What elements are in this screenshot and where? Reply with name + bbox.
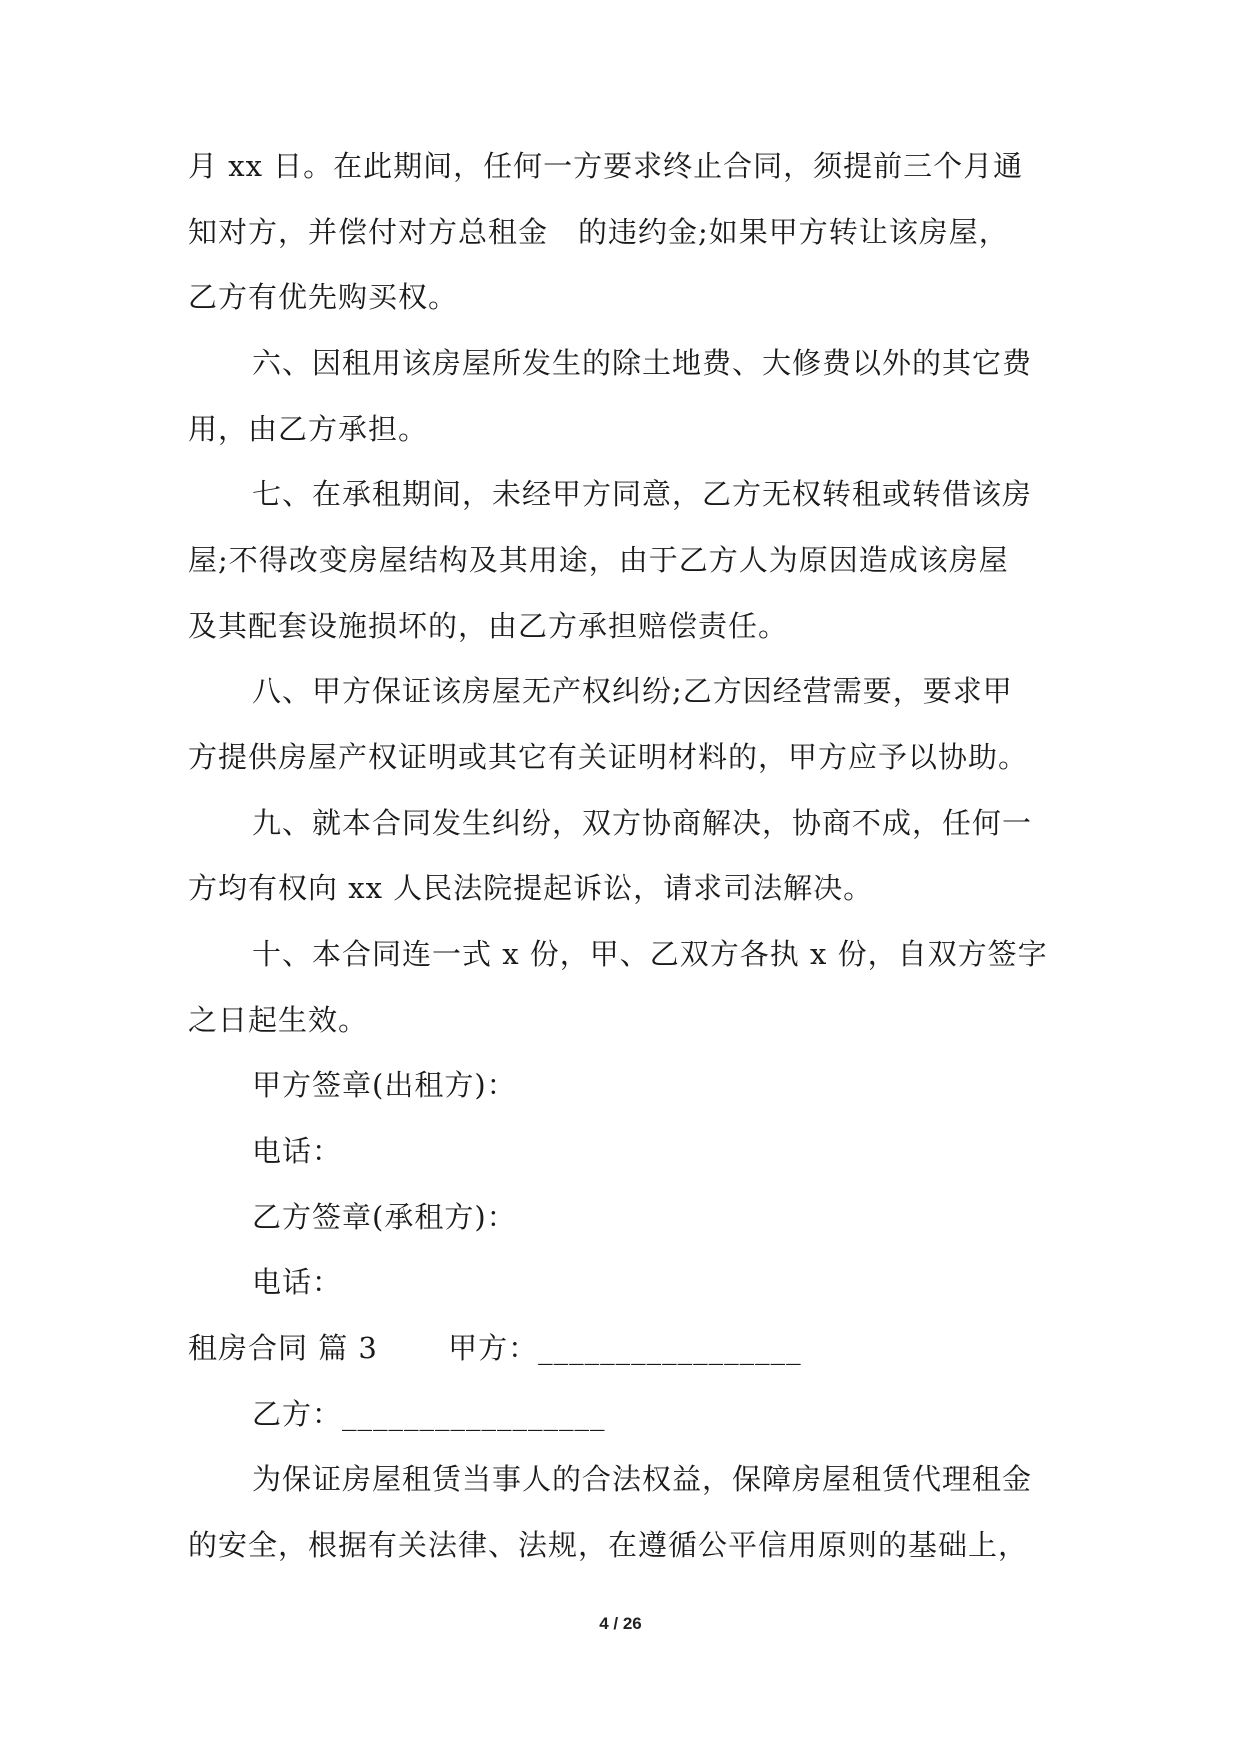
text-line: 七、在承租期间，未经甲方同意，乙方无权转租或转借该房 — [252, 477, 1033, 511]
phone-lessor-line: 电话： — [252, 1134, 343, 1168]
phone-lessee-line: 电话： — [252, 1265, 343, 1299]
signature-lessee-line: 乙方签章(承租方)： — [252, 1200, 517, 1234]
text-line: 用，由乙方承担。 — [188, 412, 429, 446]
text-line: 方提供房屋产权证明或其它有关证明材料的，甲方应予以协助。 — [188, 740, 1029, 774]
signature-lessor-line: 甲方签章(出租方)： — [252, 1068, 517, 1102]
contract-heading-line: 租房合同 篇 3 甲方：_________________ — [188, 1331, 802, 1365]
text-line: 月 xx 日。在此期间，任何一方要求终止合同，须提前三个月通 — [188, 149, 1024, 183]
text-line: 知对方，并偿付对方总租金 的违约金;如果甲方转让该房屋， — [188, 215, 1009, 249]
text-line: 之日起生效。 — [188, 1003, 369, 1037]
text-line: 十、本合同连一式 x 份，甲、乙双方各执 x 份，自双方签字 — [252, 937, 1048, 971]
text-line: 乙方有优先购买权。 — [188, 280, 459, 314]
text-line: 的安全，根据有关法律、法规，在遵循公平信用原则的基础上， — [188, 1528, 1029, 1562]
text-line: 六、因租用该房屋所发生的除土地费、大修费以外的其它费 — [252, 346, 1033, 380]
text-line: 九、就本合同发生纠纷，双方协商解决，协商不成，任何一 — [252, 806, 1033, 840]
text-line: 屋;不得改变房屋结构及其用途，由于乙方人为原因造成该房屋 — [188, 543, 1009, 577]
page-number: 4 / 26 — [599, 1614, 642, 1633]
text-line: 八、甲方保证该房屋无产权纠纷;乙方因经营需要，要求甲 — [252, 674, 1013, 708]
text-line: 及其配套设施损坏的，由乙方承担赔偿责任。 — [188, 609, 789, 643]
text-line: 为保证房屋租赁当事人的合法权益，保障房屋租赁代理租金 — [252, 1462, 1033, 1496]
party-b-line: 乙方：_________________ — [252, 1397, 606, 1431]
text-line: 方均有权向 xx 人民法院提起诉讼，请求司法解决。 — [188, 871, 874, 905]
